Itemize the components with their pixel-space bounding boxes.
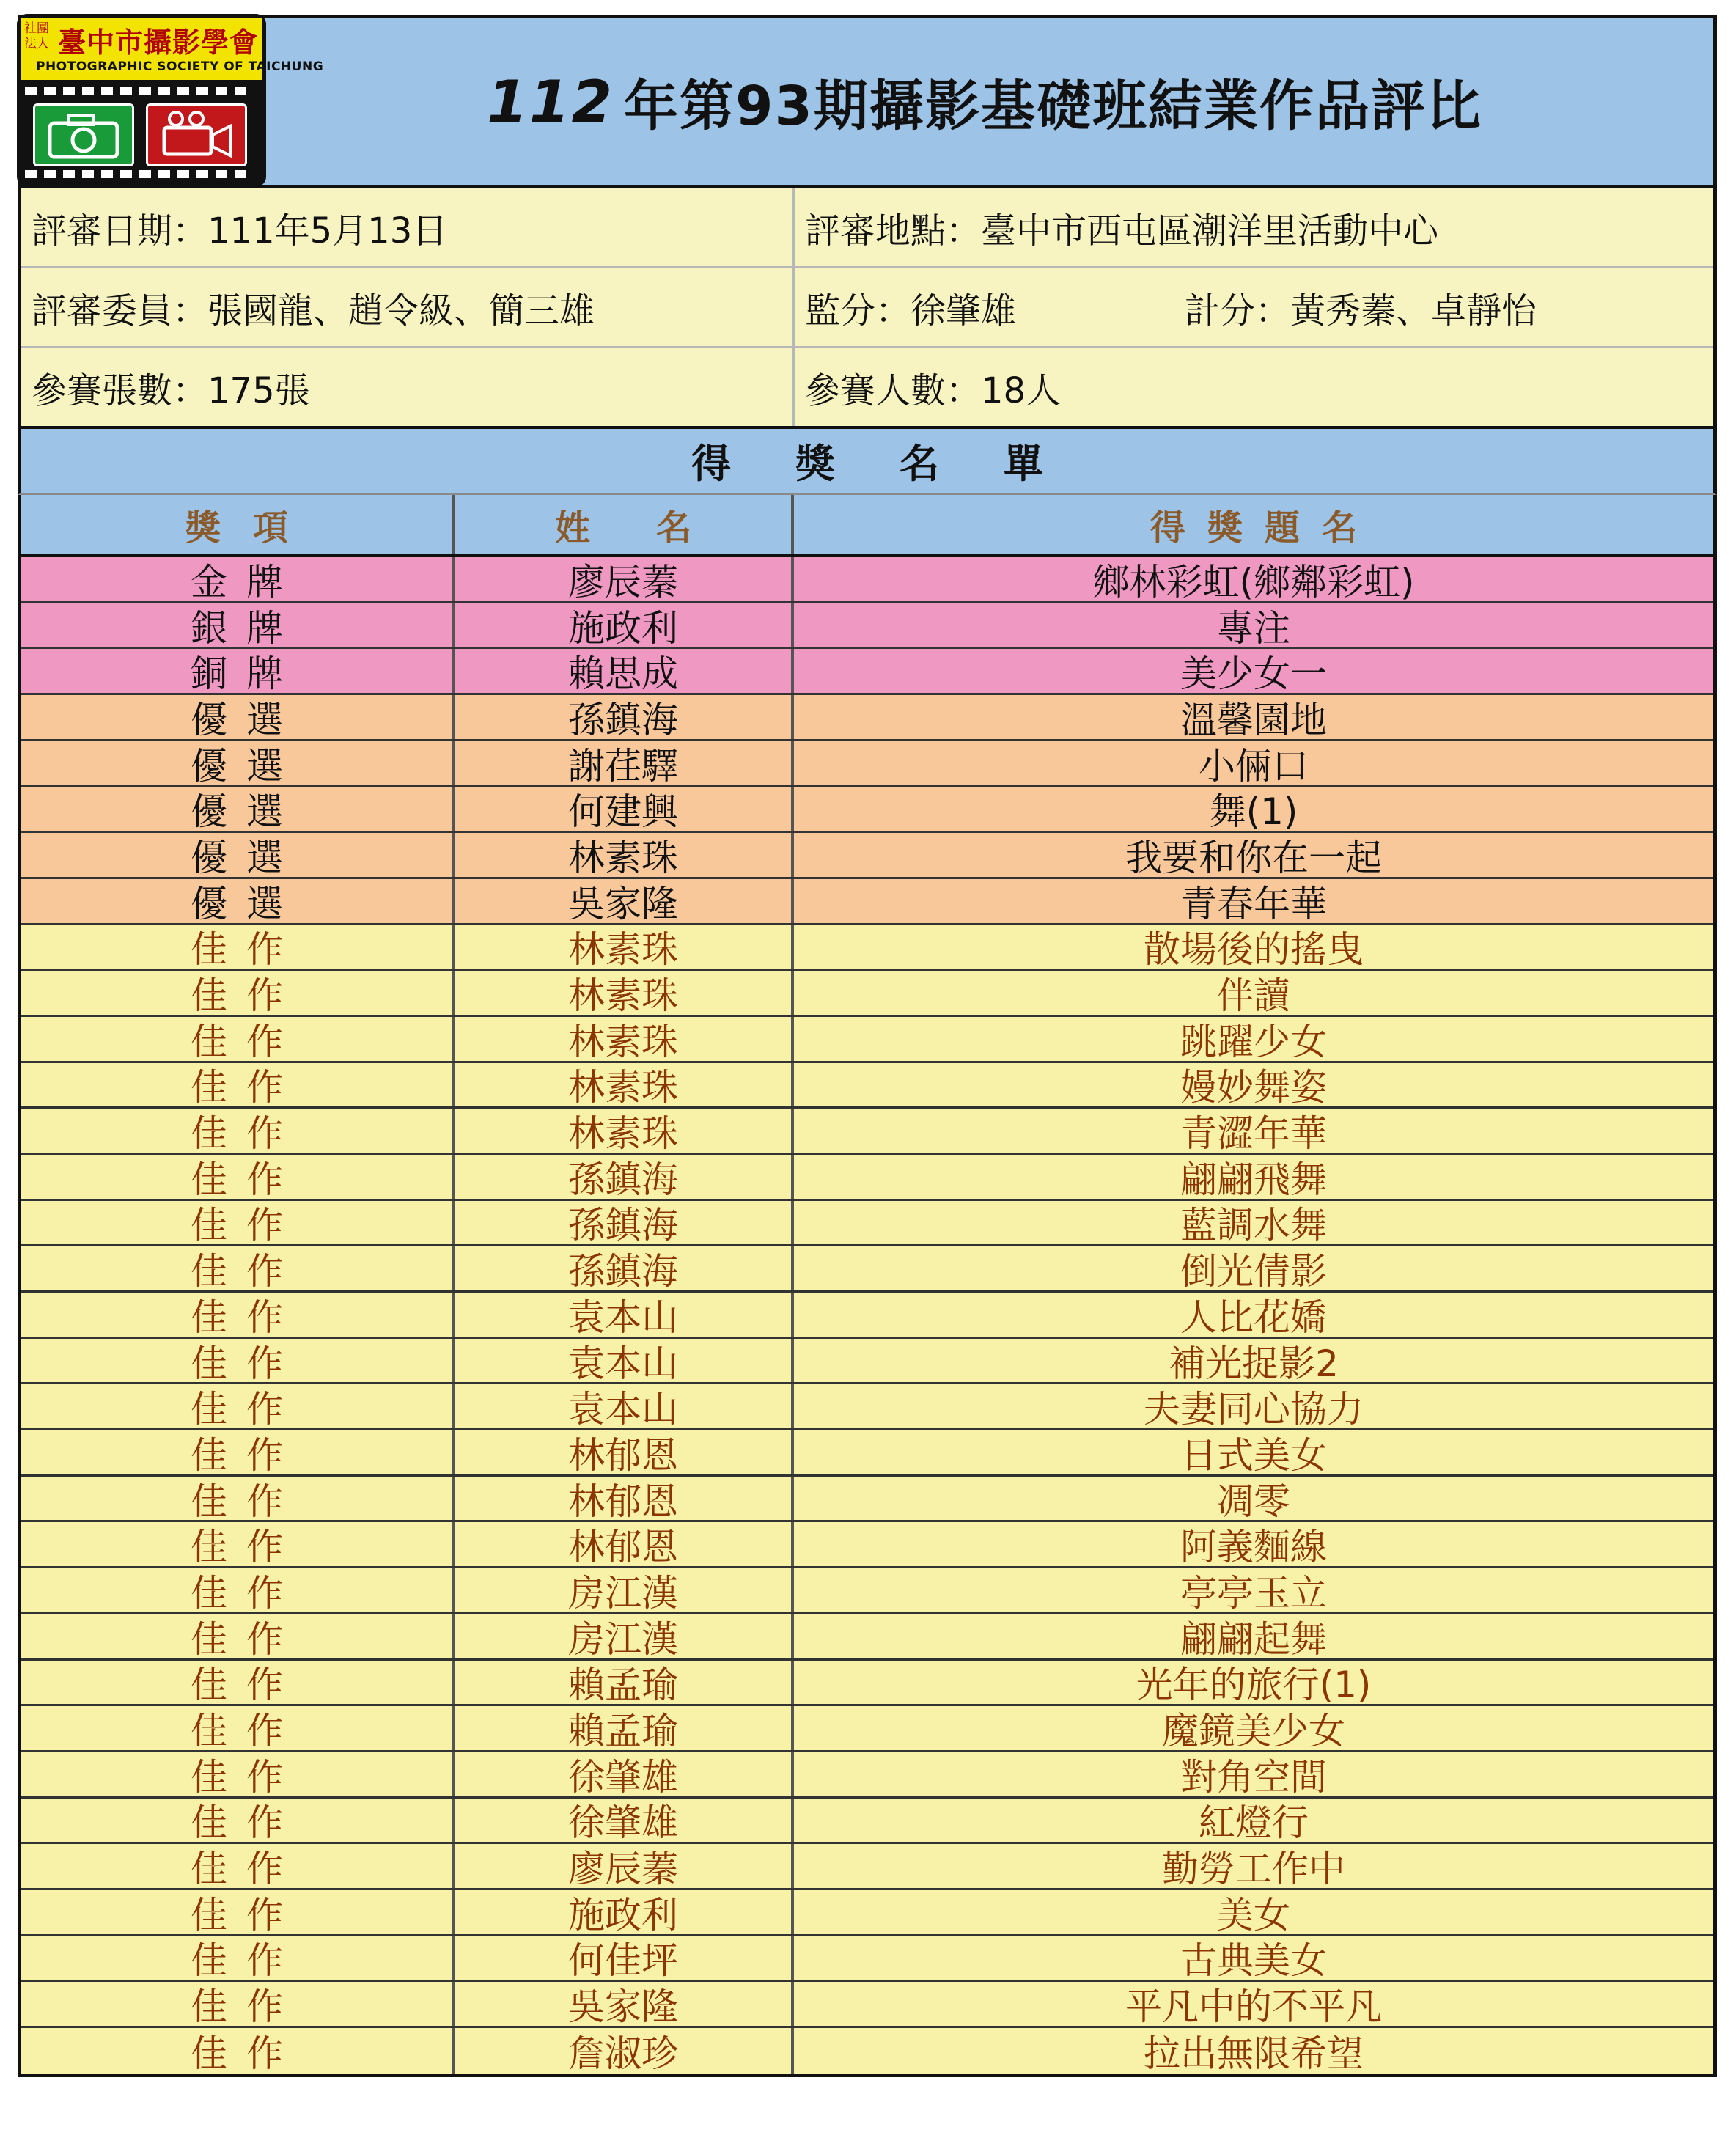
entry-count: 參賽張數：175張 <box>21 348 795 426</box>
work-title-cell: 青澀年華 <box>1180 1112 1327 1156</box>
award-cell: 佳作 <box>21 1155 455 1199</box>
table-row <box>21 1384 1713 1430</box>
award-cell: 佳作 <box>21 1430 455 1474</box>
name-cell: 房江漢 <box>455 1614 794 1658</box>
award-cell: 佳作 <box>21 1706 455 1750</box>
name-cell: 廖辰蓁 <box>455 1844 794 1888</box>
award-cell: 佳作 <box>21 1522 455 1566</box>
award-cell: 佳作 <box>21 2028 455 2074</box>
work-title-cell: 亭亭玉立 <box>1180 1571 1327 1614</box>
award-cell: 佳作 <box>21 971 455 1015</box>
title-year: 112 <box>487 67 614 136</box>
work-title-cell: 翩翩起舞 <box>1180 1617 1327 1661</box>
name-cell: 袁本山 <box>455 1384 794 1428</box>
table-row <box>21 1522 1713 1568</box>
table-row <box>21 787 1713 833</box>
award-cell: 佳作 <box>21 1568 455 1612</box>
table-row <box>21 1477 1713 1523</box>
work-title-cell: 日式美女 <box>1180 1433 1327 1477</box>
award-cell: 優選 <box>21 833 455 877</box>
name-cell: 何建興 <box>455 787 794 831</box>
work-title-cell: 跳躍少女 <box>1180 1020 1327 1063</box>
award-cell: 優選 <box>21 787 455 831</box>
work-title-cell: 美少女一 <box>1180 653 1327 696</box>
column-header-award: 獎項 <box>21 495 455 554</box>
table-row <box>21 1982 1713 2028</box>
name-cell: 詹淑珍 <box>455 2028 794 2074</box>
judging-date: 評審日期：111年5月13日 <box>21 188 795 266</box>
name-cell: 孫鎮海 <box>455 1201 794 1245</box>
work-title-cell: 溫馨園地 <box>1180 698 1327 741</box>
table-row <box>21 925 1713 971</box>
info-row <box>21 348 1713 429</box>
work-title-cell: 藍調水舞 <box>1180 1204 1327 1247</box>
table-row <box>21 1246 1713 1293</box>
name-cell: 徐肇雄 <box>455 1752 794 1796</box>
title-text: 年第93期攝影基礎班結業作品評比 <box>624 75 1482 138</box>
work-title-cell: 伴讀 <box>1217 974 1290 1018</box>
work-title-cell: 舞(1) <box>1209 790 1298 834</box>
award-cell: 佳作 <box>21 1017 455 1061</box>
name-cell: 徐肇雄 <box>455 1799 794 1843</box>
award-cell: 佳作 <box>21 1477 455 1521</box>
work-title-cell: 小倆口 <box>1199 744 1309 787</box>
award-cell: 佳作 <box>21 1936 455 1980</box>
name-cell: 孫鎮海 <box>455 695 794 739</box>
award-cell: 佳作 <box>21 1799 455 1843</box>
logo-name: 臺中市攝影學會 <box>58 26 259 59</box>
judging-info <box>18 188 1717 429</box>
work-title-cell: 凋零 <box>1217 1480 1290 1523</box>
film-strip-top <box>21 81 262 100</box>
staff-cell <box>795 268 1713 346</box>
work-title-cell: 夫妻同心協力 <box>1144 1388 1364 1431</box>
column-header-title: 得獎題名 <box>1150 507 1379 548</box>
award-cell: 銅牌 <box>21 649 455 693</box>
work-title-cell: 拉出無限希望 <box>1144 2032 1364 2076</box>
table-row <box>21 649 1713 695</box>
work-title-cell: 鄉林彩虹(鄉鄰彩虹) <box>1092 560 1415 603</box>
table-row <box>21 1614 1713 1661</box>
work-title-cell: 嫚妙舞姿 <box>1180 1066 1327 1109</box>
name-cell: 林素珠 <box>455 1109 794 1153</box>
title-banner <box>18 15 1717 188</box>
award-table <box>18 557 1717 2077</box>
award-cell: 優選 <box>21 879 455 923</box>
results-sheet <box>18 15 1717 2077</box>
table-row <box>21 1155 1713 1201</box>
name-cell: 房江漢 <box>455 1568 794 1612</box>
table-row <box>21 1661 1713 1707</box>
name-cell: 林郁恩 <box>455 1430 794 1474</box>
name-cell: 廖辰蓁 <box>455 557 794 601</box>
table-row <box>21 1568 1713 1614</box>
name-cell: 賴孟瑜 <box>455 1706 794 1750</box>
name-cell: 賴孟瑜 <box>455 1661 794 1705</box>
award-cell: 佳作 <box>21 1844 455 1888</box>
table-row <box>21 695 1713 741</box>
table-row <box>21 879 1713 925</box>
table-row <box>21 2028 1713 2074</box>
name-cell: 林素珠 <box>455 1063 794 1107</box>
table-row <box>21 1201 1713 1247</box>
work-title-cell: 古典美女 <box>1180 1939 1327 1983</box>
table-row <box>21 1063 1713 1109</box>
work-title-cell: 美女 <box>1217 1893 1290 1936</box>
judging-location: 評審地點：臺中市西屯區潮洋里活動中心 <box>805 210 1439 251</box>
award-cell: 佳作 <box>21 1246 455 1290</box>
table-row <box>21 1799 1713 1845</box>
name-cell: 林郁恩 <box>455 1522 794 1566</box>
name-cell: 何佳坪 <box>455 1936 794 1980</box>
table-row <box>21 1293 1713 1339</box>
award-cell: 佳作 <box>21 925 455 969</box>
work-title-cell: 紅燈行 <box>1199 1801 1309 1845</box>
table-row <box>21 557 1713 603</box>
table-row <box>21 1844 1713 1890</box>
work-title-cell: 人比花嬌 <box>1180 1296 1327 1339</box>
work-title-cell: 我要和你在一起 <box>1125 836 1382 879</box>
society-logo <box>17 14 324 187</box>
name-cell: 孫鎮海 <box>455 1155 794 1199</box>
name-cell: 施政利 <box>455 1890 794 1934</box>
table-row <box>21 971 1713 1017</box>
award-cell: 佳作 <box>21 1339 455 1383</box>
work-title-cell: 青春年華 <box>1180 882 1327 925</box>
name-cell: 吳家隆 <box>455 1982 794 2026</box>
table-row <box>21 1890 1713 1936</box>
name-cell: 林郁恩 <box>455 1477 794 1521</box>
name-cell: 賴思成 <box>455 649 794 693</box>
work-title-cell: 倒光倩影 <box>1180 1250 1327 1293</box>
award-cell: 金牌 <box>21 557 455 601</box>
name-cell: 施政利 <box>455 603 794 647</box>
work-title-cell: 對角空間 <box>1180 1755 1327 1799</box>
table-row <box>21 1706 1713 1752</box>
work-title-cell: 魔鏡美少女 <box>1162 1710 1345 1753</box>
award-cell: 優選 <box>21 741 455 785</box>
name-cell: 林素珠 <box>455 971 794 1015</box>
info-row <box>21 268 1713 348</box>
supervisor: 監分：徐肇雄 <box>805 290 1017 331</box>
name-cell: 袁本山 <box>455 1339 794 1383</box>
video-camera-icon <box>146 103 247 166</box>
film-strip-bottom <box>21 165 262 184</box>
award-cell: 佳作 <box>21 1109 455 1153</box>
work-title-cell: 勤勞工作中 <box>1162 1848 1345 1891</box>
camera-icon <box>33 103 134 166</box>
table-row <box>21 741 1713 787</box>
name-cell: 吳家隆 <box>455 879 794 923</box>
award-cell: 佳作 <box>21 1201 455 1245</box>
award-list-title: 得獎名單 <box>18 429 1717 495</box>
table-row <box>21 1109 1713 1155</box>
award-cell: 佳作 <box>21 1063 455 1107</box>
name-cell: 林素珠 <box>455 1017 794 1061</box>
table-row <box>21 1017 1713 1063</box>
table-row <box>21 1339 1713 1385</box>
judges: 評審委員：張國龍、趙令級、簡三雄 <box>21 268 795 346</box>
award-cell: 佳作 <box>21 1293 455 1337</box>
work-title-cell: 光年的旅行(1) <box>1136 1664 1372 1707</box>
award-cell: 優選 <box>21 695 455 739</box>
work-title-cell: 翩翩飛舞 <box>1180 1158 1327 1201</box>
award-cell: 佳作 <box>21 1661 455 1705</box>
name-cell: 林素珠 <box>455 833 794 877</box>
name-cell: 孫鎮海 <box>455 1246 794 1290</box>
column-header-name: 姓名 <box>455 495 794 554</box>
info-row <box>21 188 1713 268</box>
name-cell: 林素珠 <box>455 925 794 969</box>
table-row <box>21 833 1713 879</box>
work-title-cell: 平凡中的不平凡 <box>1125 1985 1382 2029</box>
award-cell: 銀牌 <box>21 603 455 647</box>
table-header <box>18 495 1717 557</box>
scorers: 計分：黃秀蓁、卓靜怡 <box>1185 290 1537 331</box>
award-cell: 佳作 <box>21 1614 455 1658</box>
logo-banner <box>21 18 324 80</box>
award-cell: 佳作 <box>21 1384 455 1428</box>
logo-english-name: PHOTOGRAPHIC SOCIETY OF TAICHUNG <box>36 59 324 74</box>
participant-count: 參賽人數：18人 <box>805 370 1062 411</box>
award-cell: 佳作 <box>21 1982 455 2026</box>
award-cell: 佳作 <box>21 1890 455 1934</box>
name-cell: 謝荏驛 <box>455 741 794 785</box>
table-row <box>21 1936 1713 1983</box>
work-title-cell: 補光捉影2 <box>1169 1342 1339 1385</box>
table-row <box>21 1430 1713 1477</box>
table-row <box>21 603 1713 650</box>
table-row <box>21 1752 1713 1799</box>
logo-small-text: 社團法人 <box>24 21 49 51</box>
work-title-cell: 散場後的搖曳 <box>1144 928 1364 971</box>
page-title <box>256 18 1713 185</box>
work-title-cell: 阿義麵線 <box>1180 1526 1327 1569</box>
name-cell: 袁本山 <box>455 1293 794 1337</box>
work-title-cell: 專注 <box>1217 606 1290 650</box>
award-cell: 佳作 <box>21 1752 455 1796</box>
